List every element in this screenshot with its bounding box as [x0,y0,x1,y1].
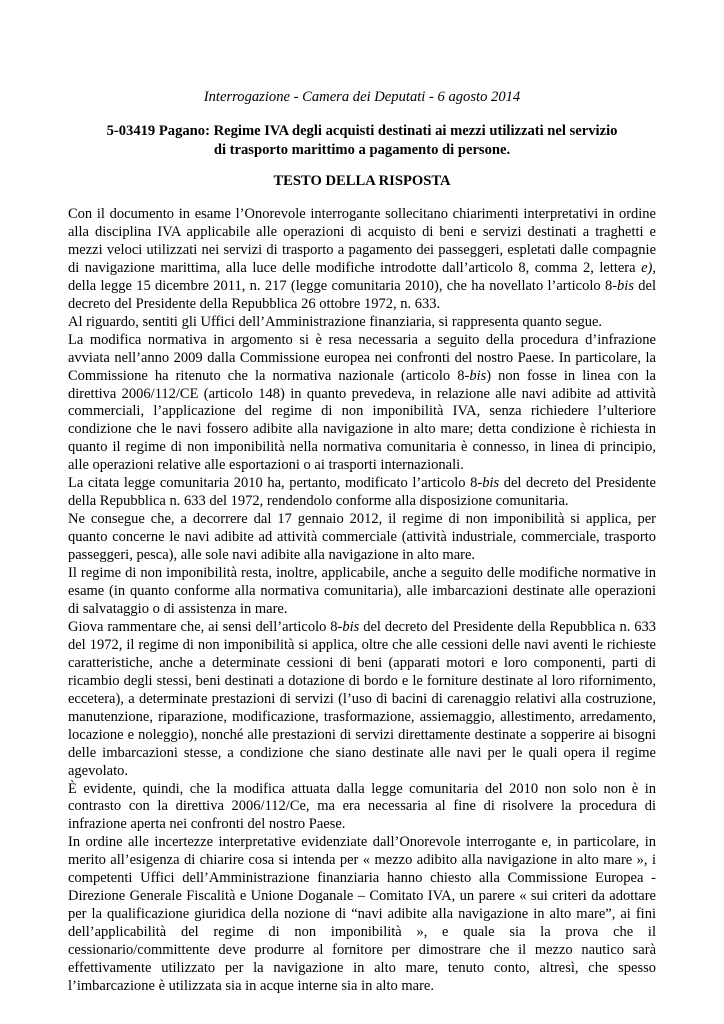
paragraph-text: Al riguardo, sentiti gli Uffici dell’Amministrazione finanziaria, si rappresenta quanto segue. [68,313,603,330]
paragraph-text: È evidente, quindi, che la modifica attuata dalla legge comunitaria del 2010 non solo non è in contrasto con la direttiva 2006/112/Ce, ma era necessaria al fine di risolvere la procedura di infrazione aperta nei confronti del nostro Paese. [68,780,656,833]
paragraph [68,619,656,781]
paragraph-text: In ordine alle incertezze interpretative evidenziate dall’Onorevole interrogante e, in particolare, in merito all’esigenza di chiarire cosa si intenda per « mezzo adibito alla navigazione in alto mare », i competenti Uffici dell’Amministrazione finanziaria hanno chiesto alla Commissione Europea - Direzione Generale Fiscalità e Unione Doganale – Comitato IVA, un parere « sui criteri da adottare per la qualificazione giuridica della nozione di “navi adibite alla navigazione in alto mare”, ai fini dell’applicabilità del regime di non imponibilità », e quale sia la prova che il cessionario/committente deve produrre al fornitore per dimostrare che il mezzo nautico sarà effettivamente utilizzato per la navigazione in alto mare, tenuto conto, altresì, che spesso l’imbarcazione è utilizzata sia in acque interne sia in alto mare. [68,834,656,994]
paragraph-text: del decreto del Presidente della Repubblica 26 ottobre 1972, n. 633. [68,277,656,312]
paragraph-italic-text: bis [617,277,634,294]
paragraph-text: Il regime di non imponibilità resta, inoltre, applicabile, anche a seguito delle modifiche normative in esame (in quanto conforme alla normativa comunitaria), alle imbarcazioni destinate alle operazioni di salvataggio o di assistenza in mare. [68,565,656,617]
paragraph [68,206,656,314]
document-body [68,206,656,996]
paragraph-text: , della legge 15 dicembre 2011, n. 217 (legge comunitaria 2010), che ha novellato l’articolo 8- [68,259,656,294]
paragraph [68,511,656,565]
paragraph-text: del decreto del Presidente della Repubblica n. 633 del 1972, il regime di non imponibilità si applica, oltre che alle cessioni delle navi aventi le richieste caratteristiche, anche a determinate cessioni di beni (apparati motori e loro componenti, parti di ricambio degli stessi, beni destinati a dotazione di bordo e le forniture destinate al loro rifornimento, eccetera), a determinate prestazioni di servizi (l’uso di bacini di carenaggio relativi alla costruzione, manutenzione, riparazione, modificazione, trasformazione, assiemaggio, allestimento, arredamento, locazione e noleggio), nonché alle prestazioni di servizi direttamente destinate a sopperire ai bisogni delle imbarcazioni stesse, a condizione che siano destinate alle navi per le quali opera il regime agevolato. [68,618,656,779]
paragraph-text: La citata legge comunitaria 2010 ha, pertanto, modificato l’articolo 8- [68,475,483,492]
paragraph [68,332,656,476]
paragraph-italic-text: bis [342,618,360,635]
paragraph-text: Ne consegue che, a decorrere dal 17 gennaio 2012, il regime di non imponibilità si applica, per quanto concerne le navi adibite ad attività commerciale (attività industriale, commerciale, trasporto passeggeri, pesca), alle sole navi adibite alla navigazione in alto mare. [68,511,656,564]
paragraph-italic-text: bis [469,367,487,384]
paragraph [68,314,656,332]
paragraph-italic-text: bis [482,475,500,492]
document-title: 5-03419 Pagano: Regime IVA degli acquisti destinati ai mezzi utilizzati nel servizio di trasporto marittimo a pagamento di persone. [106,123,618,158]
paragraph-text: La modifica normativa in argomento si è resa necessaria a seguito della procedura d’infrazione avviata nell’anno 2009 dalla Commissione europea nei confronti del nostro Paese. In particolare, la Commissione ha ritenuto che la normativa nazionale (articolo 8- [68,331,656,384]
paragraph [68,565,656,619]
paragraph [68,781,656,835]
paragraph [68,834,656,996]
paragraph-text: ) non fosse in linea con la direttiva 2006/112/CE (articolo 148) in quanto prevedeva, in relazione alle navi adibite ad attività commerciali, l’applicazione del regime di non imponibilità IVA, senza richiedere l’ulteriore condizione che le navi fossero adibite alla navigazione in alto mare; detta condizione è richiesta in quanto il regime di non imponibilità nella normativa comunitaria è connesso, in linea di principio, alle operazioni relative alle esportazioni o ai trasporti internazionali. [68,367,656,474]
paragraph-text: del decreto del Presidente della Repubblica n. 633 del 1972, rendendolo conforme alla disposizione comunitaria. [68,475,656,510]
paragraph-text: Giova rammentare che, ai sensi dell’articolo 8- [68,618,343,635]
document-subtitle: TESTO DELLA RISPOSTA [273,173,451,189]
paragraph-text: Con il documento in esame l’Onorevole interrogante sollecitano chiarimenti interpretativi in ordine alla disciplina IVA applicabile alle operazioni di acquisto di beni e servizi destinati a traghetti e mezzi veloci utilizzati nei servizi di trasporto a pagamento dei passeggeri, espletati dalle compagnie di navigazione marittima, alla luce delle modifiche introdotte dall’articolo 8, comma 2, lettera [68,206,656,276]
document-header: Interrogazione - Camera dei Deputati - 6 agosto 2014 [203,89,521,105]
paragraph [68,475,656,511]
paragraph-italic-text: e) [641,259,653,276]
